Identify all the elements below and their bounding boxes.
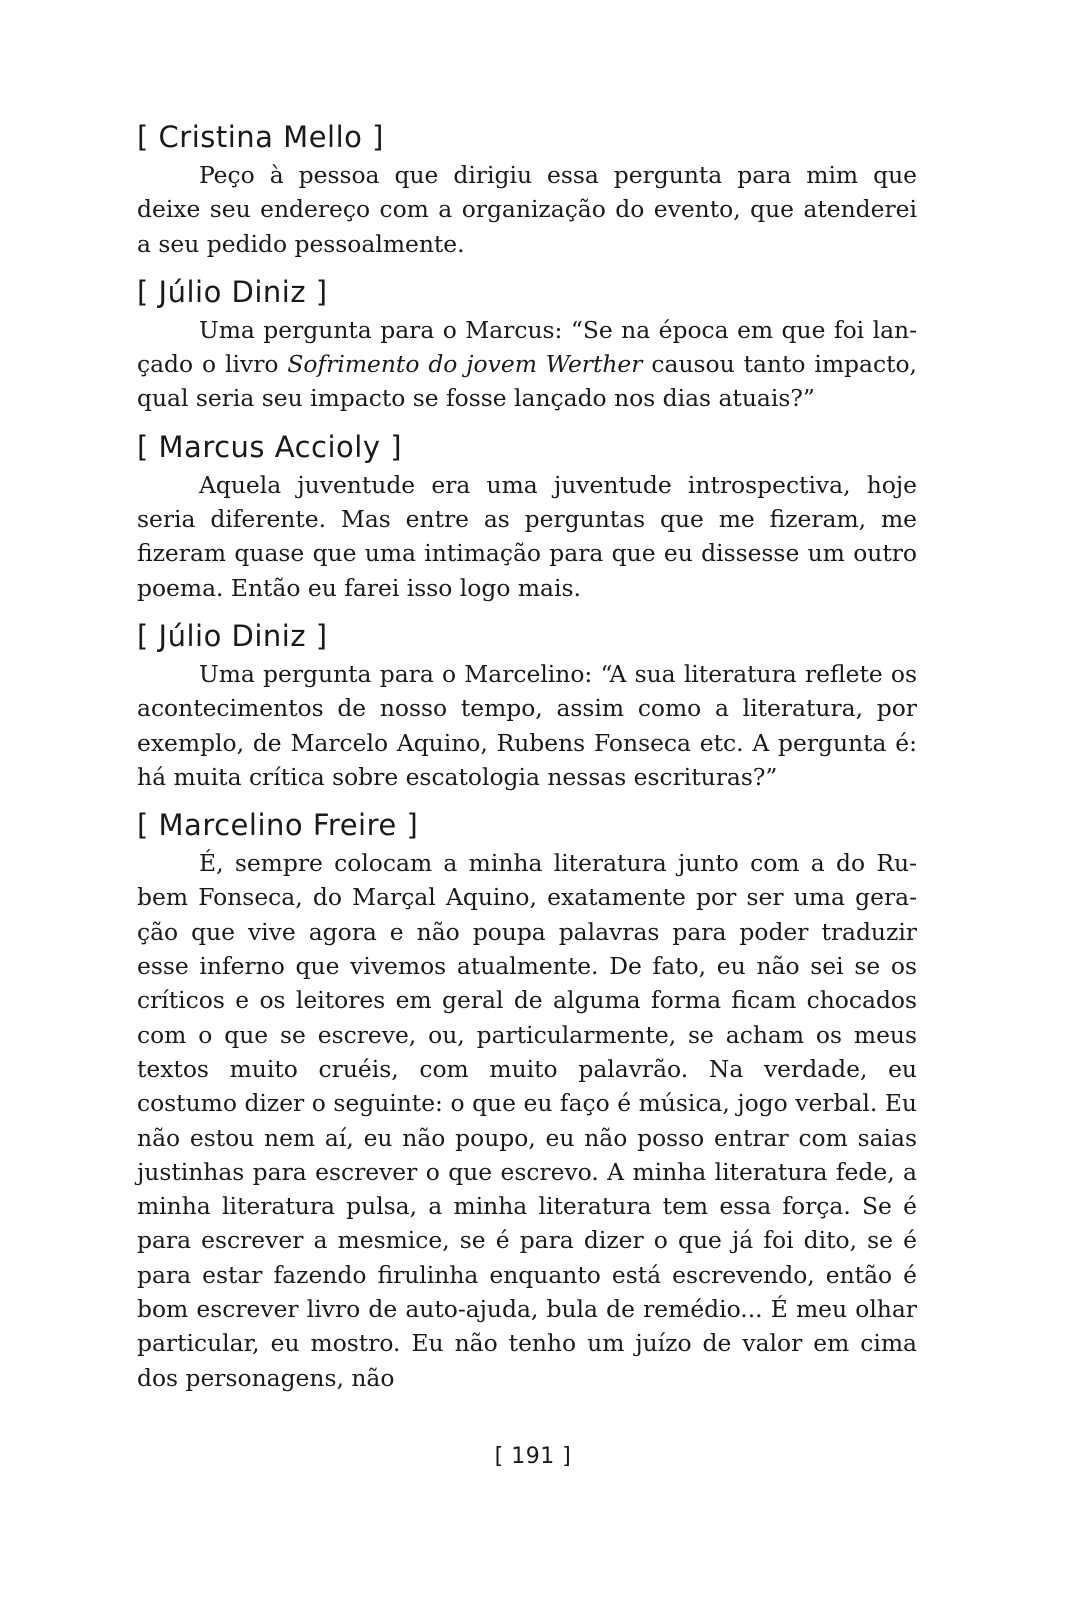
speech-text: Uma pergunta para o Marcus: “Se na época em que foi lançado o livro	[137, 315, 917, 379]
speaker-name: [ Júlio Diniz ]	[137, 618, 328, 653]
speaker-name: [ Marcelino Freire ]	[137, 808, 419, 843]
speech-paragraph	[137, 313, 917, 416]
speaker-name: [ Cristina Mello ]	[137, 120, 384, 154]
speaker-block-5	[137, 806, 917, 1395]
speech-text: causou tanto impacto, qual seria seu impacto se fosse lançado nos dias atuais?”	[137, 350, 917, 413]
book-title: Sofrimento do jovem Werther	[287, 350, 643, 379]
speech-paragraph: É, sempre colocam a minha literatura junto com a do Rubem Fonseca, do Marçal Aquino, exatamente por ser uma geração que vive agora e não poupa palavras para poder traduzir esse inferno que vivemos atualmente. De fato, eu não sei se os críticos e os leitores em geral de alguma forma ficam chocados com o que se escreve, ou, particularmente, se acham os meus textos muito cruéis, com muito palavrão. Na verdade, eu costumo dizer o seguinte: o que eu faço é música, jogo verbal. Eu não estou nem aí, eu não poupo, eu não posso entrar com saias justinhas para escrever o que escrevo. A minha literatura fede, a minha literatura pulsa, a minha literatura tem essa força. Se é para escrever a mesmice, se é para dizer o que já foi dito, se é para estar fazendo firulinha enquanto está escrevendo, então é bom escrever livro de auto-ajuda, bula de remédio... É meu olhar particular, eu mostro. Eu não tenho um juízo de valor em cima dos personagens, não	[137, 849, 917, 1392]
speaker-block-4	[137, 617, 917, 794]
speaker-block-1	[137, 118, 917, 261]
speech-paragraph: Peço à pessoa que dirigiu essa pergunta para mim que deixe seu endereço com a organização do evento, que atenderei a seu pedido pessoalmente.	[137, 161, 917, 258]
speaker-name: [ Marcus Accioly ]	[137, 429, 403, 464]
speaker-block-2	[137, 273, 917, 416]
speech-paragraph: Uma pergunta para o Marcelino: “A sua literatura reflete os acontecimentos de nosso tempo, assim como a literatura, por exemplo, de Marcelo Aquino, Rubens Fonseca etc. A pergunta é: há muita crítica sobre escatologia nessas escrituras?”	[137, 659, 917, 791]
page-number: [ 191 ]	[494, 1444, 572, 1469]
page-body	[137, 118, 917, 1407]
speaker-name: [ Júlio Diniz ]	[137, 274, 328, 309]
speaker-block-3	[137, 428, 917, 605]
speech-paragraph: Aquela juventude era uma juventude introspectiva, hoje seria diferente. Mas entre as perguntas que me fizeram, me fizeram quase que uma intimação para que eu dissesse um outro poema. Então eu farei isso logo mais.	[137, 470, 917, 602]
